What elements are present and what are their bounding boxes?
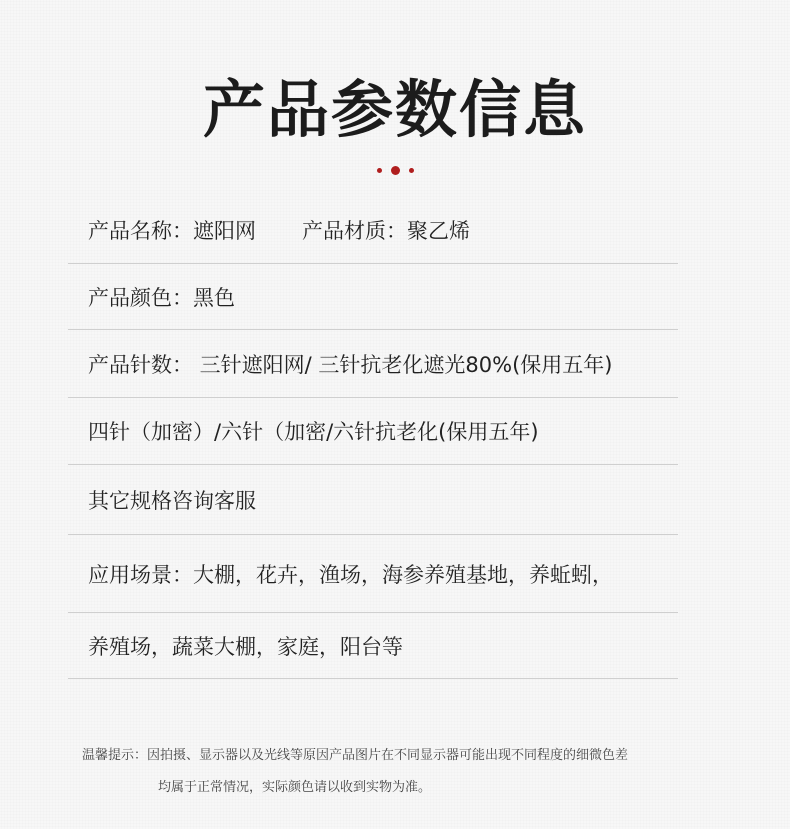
spec-other-sizes: 其它规格咨询客服 [88,488,256,513]
spec-row-other [68,465,678,535]
spec-product-name: 产品名称：遮阳网 [88,218,256,243]
spec-list [68,196,678,679]
page-title: 产品参数信息 [202,73,587,146]
spec-usage-more: 养殖场，蔬菜大棚，家庭，阳台等 [88,634,403,659]
notice-line-2: 均属于正常情况，实际颜色请以收到实物为准。 [158,780,432,795]
dot-icon [409,168,414,173]
dot-icon [391,166,400,175]
spec-row-needles-more [68,398,678,465]
notice-line-1: 温馨提示：因拍摄、显示器以及光线等原因产品图片在不同显示器可能出现不同程度的细微色差 [82,748,629,763]
spec-product-needles-more: 四针（加密）/六针（加密/六针抗老化(保用五年) [88,420,539,444]
spec-row-needles [68,330,678,398]
spec-product-color: 产品颜色：黑色 [88,285,235,310]
dot-icon [377,168,382,173]
spec-product-material: 产品材质：聚乙烯 [302,218,470,243]
spec-row-color [68,264,678,330]
decorative-dots [0,166,790,175]
spec-usage: 应用场景：大棚，花卉，渔场，海参养殖基地，养蚯蚓， [88,562,613,587]
spec-row-usage-more [68,613,678,679]
spec-row-name-material [68,196,678,264]
spec-product-needles: 产品针数： 三针遮阳网/ 三针抗老化遮光80%(保用五年) [88,352,613,377]
spec-row-usage [68,535,678,613]
